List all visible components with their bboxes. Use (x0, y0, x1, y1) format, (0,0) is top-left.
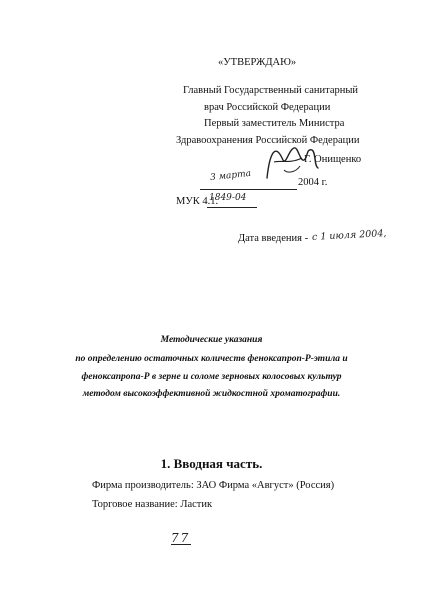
guidelines-title-line-1: Методические указания (160, 335, 263, 345)
page-number-handwritten: 77 (171, 531, 191, 545)
manufacturer-field: Фирма производитель: ЗАО Фирма «Август» (Россия) (92, 480, 335, 491)
muk-label: МУК 4.1. (176, 196, 219, 207)
approval-date-handwritten: 3 марта (209, 168, 252, 184)
approval-title: «УТВЕРЖДАЮ» (218, 57, 297, 68)
approver-name: Г. Онищенко (304, 154, 362, 165)
page-number-underline (171, 544, 191, 545)
approval-line-4: Здравоохранения Российской Федерации (176, 135, 360, 146)
approval-line-1: Главный Государственный санитарный (183, 85, 359, 96)
guidelines-title-line-3: феноксапропа-Р в зерне и соломе зерновых колосовых культур (81, 372, 342, 382)
approval-line-3: Первый заместитель Министра (204, 118, 345, 129)
approval-line-2: врач Российской Федерации (204, 102, 331, 113)
introduction-date-handwritten: с 1 июля 2004, (311, 228, 387, 243)
guidelines-title-line-2: по определению остаточных количеств феноксапроп-Р-этила и (75, 354, 348, 364)
muk-underline (207, 207, 257, 208)
trade-name-field: Торговое название: Ластик (92, 499, 213, 510)
guidelines-title-line-4: методом высокоэффективной жидкостной хроматографии. (82, 389, 341, 399)
approval-date-underline (200, 189, 297, 190)
introduction-date-label: Дата введения - (238, 233, 309, 244)
approval-date-year: 2004 г. (298, 177, 328, 188)
section-heading: 1. Вводная часть. (160, 456, 263, 471)
muk-number-handwritten: 1849-04 (209, 193, 247, 203)
